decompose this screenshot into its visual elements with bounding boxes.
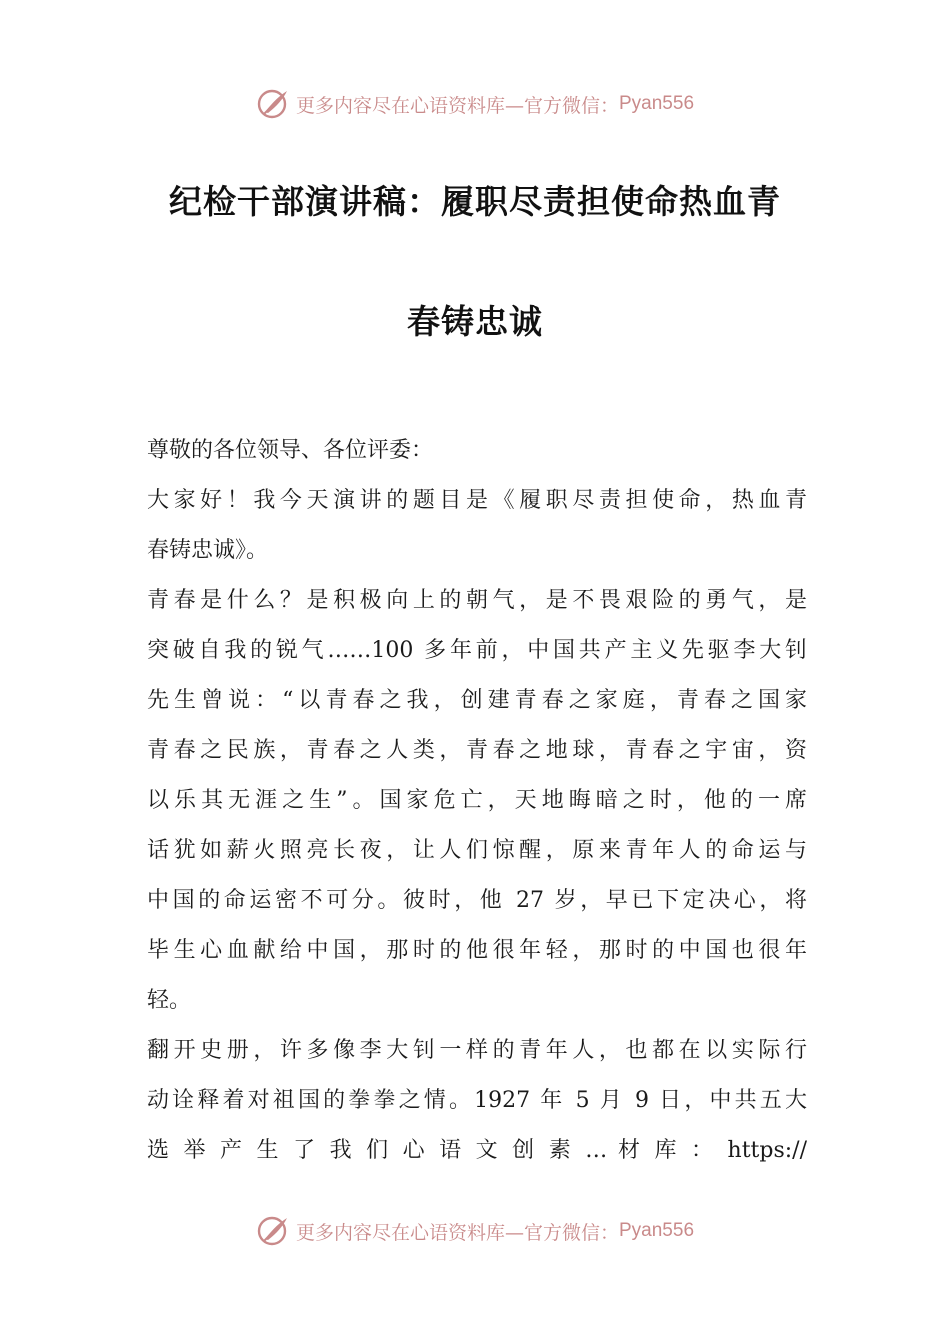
body-line-link[interactable]: 选 举 产 生 了 我 们 心 语 文 创 素 … 材 库 ： https:// (147, 1138, 807, 1163)
body-line: 中国的命运密不可分。彼时，他 27 岁，早已下定决心，将 (147, 888, 807, 913)
footer-watermark (0, 1211, 950, 1251)
document-title-line-1: 纪检干部演讲稿：履职尽责担使命热血青 (169, 182, 781, 221)
watermark-text: 更多内容尽在心语资料库—官方微信： (295, 1221, 619, 1244)
body-line: 动诠释着对祖国的拳拳之情。1927 年 5 月 9 日，中共五大 (147, 1088, 807, 1113)
speech-body (147, 426, 807, 1176)
body-line: 先生曾说：“以青春之我，创建青春之家庭，青春之国家 (147, 688, 807, 713)
watermark-contact: Pyan556 (619, 93, 695, 114)
body-line: 翻开史册，许多像李大钊一样的青年人，也都在以实际行 (147, 1038, 807, 1063)
body-line: 以乐其无涯之生”。国家危亡，天地晦暗之时，他的一席 (147, 788, 807, 813)
body-line: 话犹如薪火照亮长夜，让人们惊醒，原来青年人的命运与 (147, 838, 807, 863)
body-line: 毕生心血献给中国，那时的他很年轻，那时的中国也很年 (147, 938, 807, 963)
body-line: 突破自我的锐气……100 多年前，中国共产主义先驱李大钊 (147, 638, 807, 663)
quill-logo-icon (256, 1213, 292, 1249)
body-line: 轻。 (147, 988, 192, 1013)
body-line: 青春是什么？是积极向上的朝气，是不畏艰险的勇气，是 (147, 588, 807, 613)
document-title-line-2: 春铸忠诚 (407, 302, 543, 341)
body-line: 青春之民族，青春之人类，青春之地球，青春之宇宙，资 (147, 738, 807, 763)
watermark-contact: Pyan556 (619, 1220, 695, 1241)
body-line: 尊敬的各位领导、各位评委： (147, 438, 434, 463)
watermark-text: 更多内容尽在心语资料库—官方微信： (295, 94, 619, 117)
body-line: 春铸忠诚》。 (147, 538, 269, 563)
body-line: 大家好！我今天演讲的题目是《履职尽责担使命，热血青 (147, 488, 807, 513)
header-watermark (0, 84, 950, 124)
quill-logo-icon (256, 86, 292, 122)
